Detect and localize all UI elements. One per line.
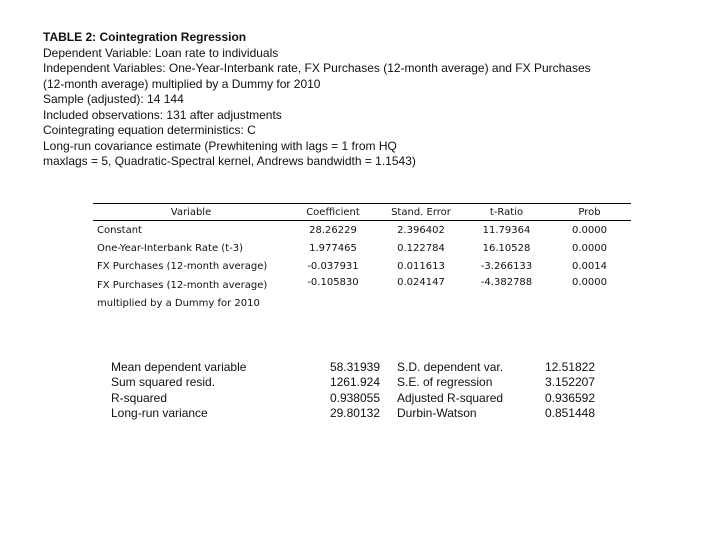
stats-row [111, 359, 595, 375]
stats-row [111, 375, 595, 391]
variable-cell: Constant [97, 224, 142, 236]
column-header-coefficient: Coefficient [289, 204, 377, 221]
stat-label: Sum squared resid. [111, 375, 216, 390]
table-title: TABLE 2: Cointegration Regression [43, 30, 247, 44]
stat-value: 29.80132 [329, 406, 380, 421]
covariance-line-cont: maxlags = 5, Quadratic-Spectral kernel, Andrews bandwidth = 1.1543) [43, 154, 416, 168]
deterministics-line: Cointegrating equation deterministics: C [43, 123, 256, 137]
table-caption [43, 30, 683, 170]
prob-cell: 0.0000 [572, 224, 607, 236]
dependent-variable-line: Dependent Variable: Loan rate to individuals [43, 45, 279, 60]
stat-label: S.E. of regression [397, 375, 493, 390]
observations-line: Included observations: 131 after adjustments [43, 107, 282, 122]
stat-value: 0.936592 [544, 390, 595, 405]
t-ratio-cell: 11.79364 [482, 224, 531, 236]
column-header-variable: Variable [93, 204, 289, 221]
stat-label: Adjusted R-squared [397, 390, 504, 405]
prob-cell: 0.0000 [572, 277, 607, 288]
table-header-row [93, 204, 631, 221]
column-header-prob: Prob [548, 204, 631, 221]
t-ratio-cell: -3.266133 [480, 260, 533, 272]
coefficient-cell: -0.037931 [307, 260, 359, 272]
sample-line: Sample (adjusted): 14 144 [43, 92, 184, 106]
stat-value: 58.31939 [329, 359, 380, 374]
std-error-cell: 0.011613 [397, 260, 445, 272]
stat-label: Durbin-Watson [397, 406, 477, 421]
table-row [93, 239, 631, 257]
stat-value: 3.152207 [544, 375, 595, 390]
stats-row [111, 390, 595, 406]
prob-cell: 0.0014 [572, 260, 607, 272]
regression-table [93, 203, 631, 313]
stat-label: Long-run variance [111, 406, 208, 421]
coefficient-cell: 28.26229 [309, 224, 357, 236]
covariance-line: Long-run covariance estimate (Prewhitening with lags = 1 from HQ [43, 138, 397, 153]
std-error-cell: 0.024147 [397, 277, 445, 288]
stat-value: 0.938055 [329, 390, 380, 405]
stats-row [111, 406, 595, 422]
variable-cell: FX Purchases (12-month average) [97, 260, 268, 272]
stat-label: R-squared [111, 390, 168, 405]
table-row [93, 221, 631, 240]
column-header-t-ratio: t-Ratio [465, 204, 548, 221]
prob-cell: 0.0000 [572, 242, 607, 254]
stat-value: 0.851448 [544, 406, 595, 421]
stat-value: 12.51822 [544, 359, 595, 374]
stat-label: S.D. dependent var. [397, 359, 504, 374]
table-row [93, 275, 631, 313]
variable-cell: FX Purchases (12-month average) multiplied by a Dummy for 2010 [97, 280, 268, 309]
t-ratio-cell: -4.382788 [480, 277, 533, 288]
std-error-cell: 2.396402 [397, 224, 445, 236]
column-header-std-error: Stand. Error [377, 204, 465, 221]
stat-label: Mean dependent variable [111, 359, 247, 374]
variable-cell: One-Year-Interbank Rate (t-3) [97, 242, 243, 254]
coefficient-cell: 1.977465 [309, 242, 357, 254]
independent-variables-line-cont: (12-month average) multiplied by a Dummy for 2010 [43, 76, 321, 91]
table-row [93, 257, 631, 275]
independent-variables-line: Independent Variables: One-Year-Interbank rate, FX Purchases (12-month average) and FX Purchases [43, 61, 591, 75]
summary-statistics [111, 359, 595, 421]
std-error-cell: 0.122784 [397, 242, 445, 254]
coefficient-cell: -0.105830 [307, 277, 359, 288]
stat-value: 1261.924 [329, 375, 380, 390]
t-ratio-cell: 16.10528 [482, 242, 531, 254]
